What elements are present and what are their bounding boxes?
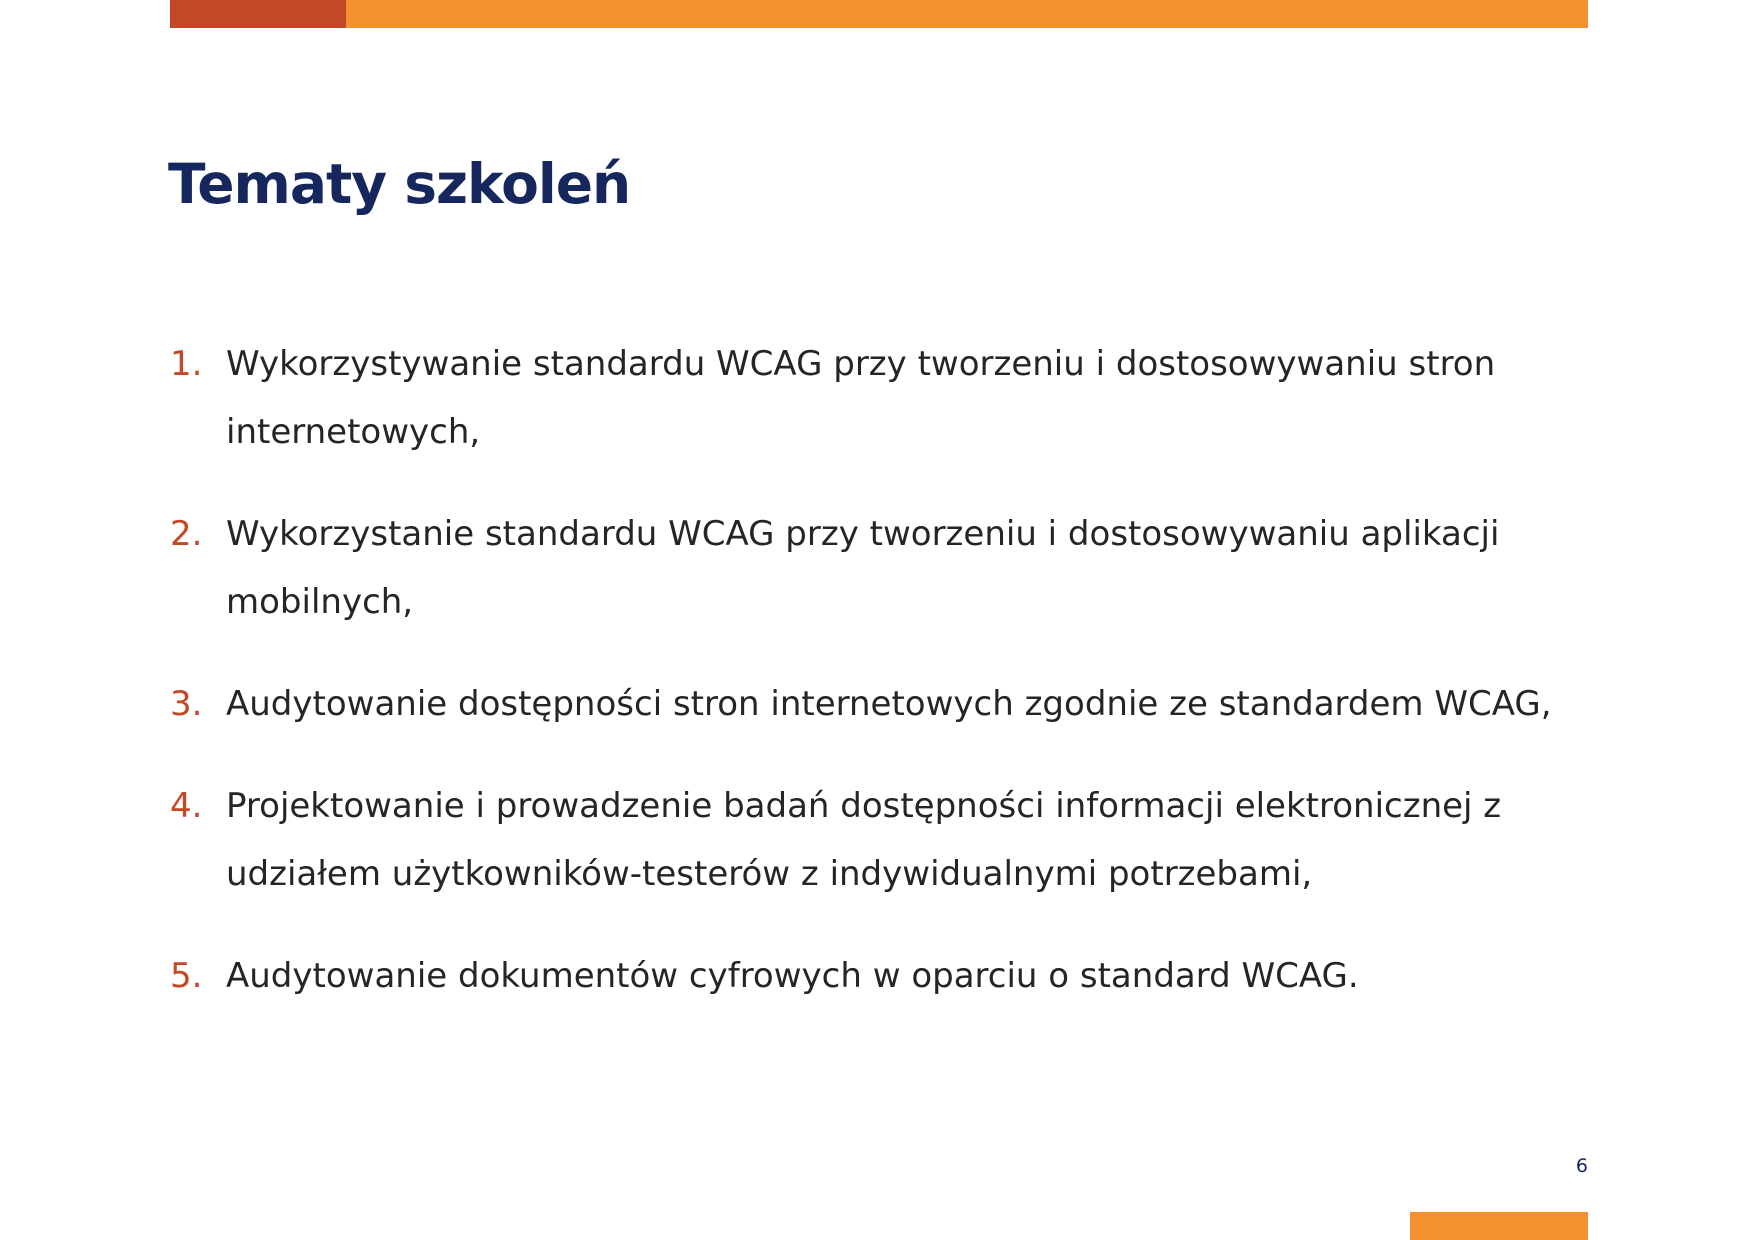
slide-title: Tematy szkoleń — [168, 152, 631, 216]
topic-text: Wykorzystanie standardu WCAG przy tworzeniu i dostosowywaniu aplikacji mobilnych, — [226, 514, 1500, 622]
topic-text: Wykorzystywanie standardu WCAG przy tworzeniu i dostosowywaniu stron internetowych, — [226, 344, 1496, 452]
topic-text: Audytowanie dokumentów cyfrowych w oparciu o standard WCAG. — [226, 956, 1359, 996]
topic-text: Audytowanie dostępności stron internetowych zgodnie ze standardem WCAG, — [226, 684, 1552, 724]
topic-number: 3. — [170, 684, 203, 724]
page-number: 6 — [1575, 1155, 1588, 1177]
topic-item — [170, 670, 1620, 738]
topic-number: 2. — [170, 514, 203, 554]
topic-number: 4. — [170, 786, 203, 826]
topic-item — [170, 500, 1620, 636]
topics-list — [170, 330, 1620, 1044]
topic-number: 1. — [170, 344, 203, 384]
topic-item — [170, 330, 1620, 466]
topic-text: Projektowanie i prowadzenie badań dostępności informacji elektronicznej z udziałem użytkowników-testerów z indywidualnymi potrzebami, — [226, 786, 1502, 894]
topic-number: 5. — [170, 956, 203, 996]
top-decorative-bar — [170, 0, 1588, 28]
topic-item — [170, 942, 1620, 1010]
top-bar-accent — [170, 0, 346, 28]
topic-item — [170, 772, 1620, 908]
bottom-decorative-bar — [1410, 1212, 1588, 1240]
